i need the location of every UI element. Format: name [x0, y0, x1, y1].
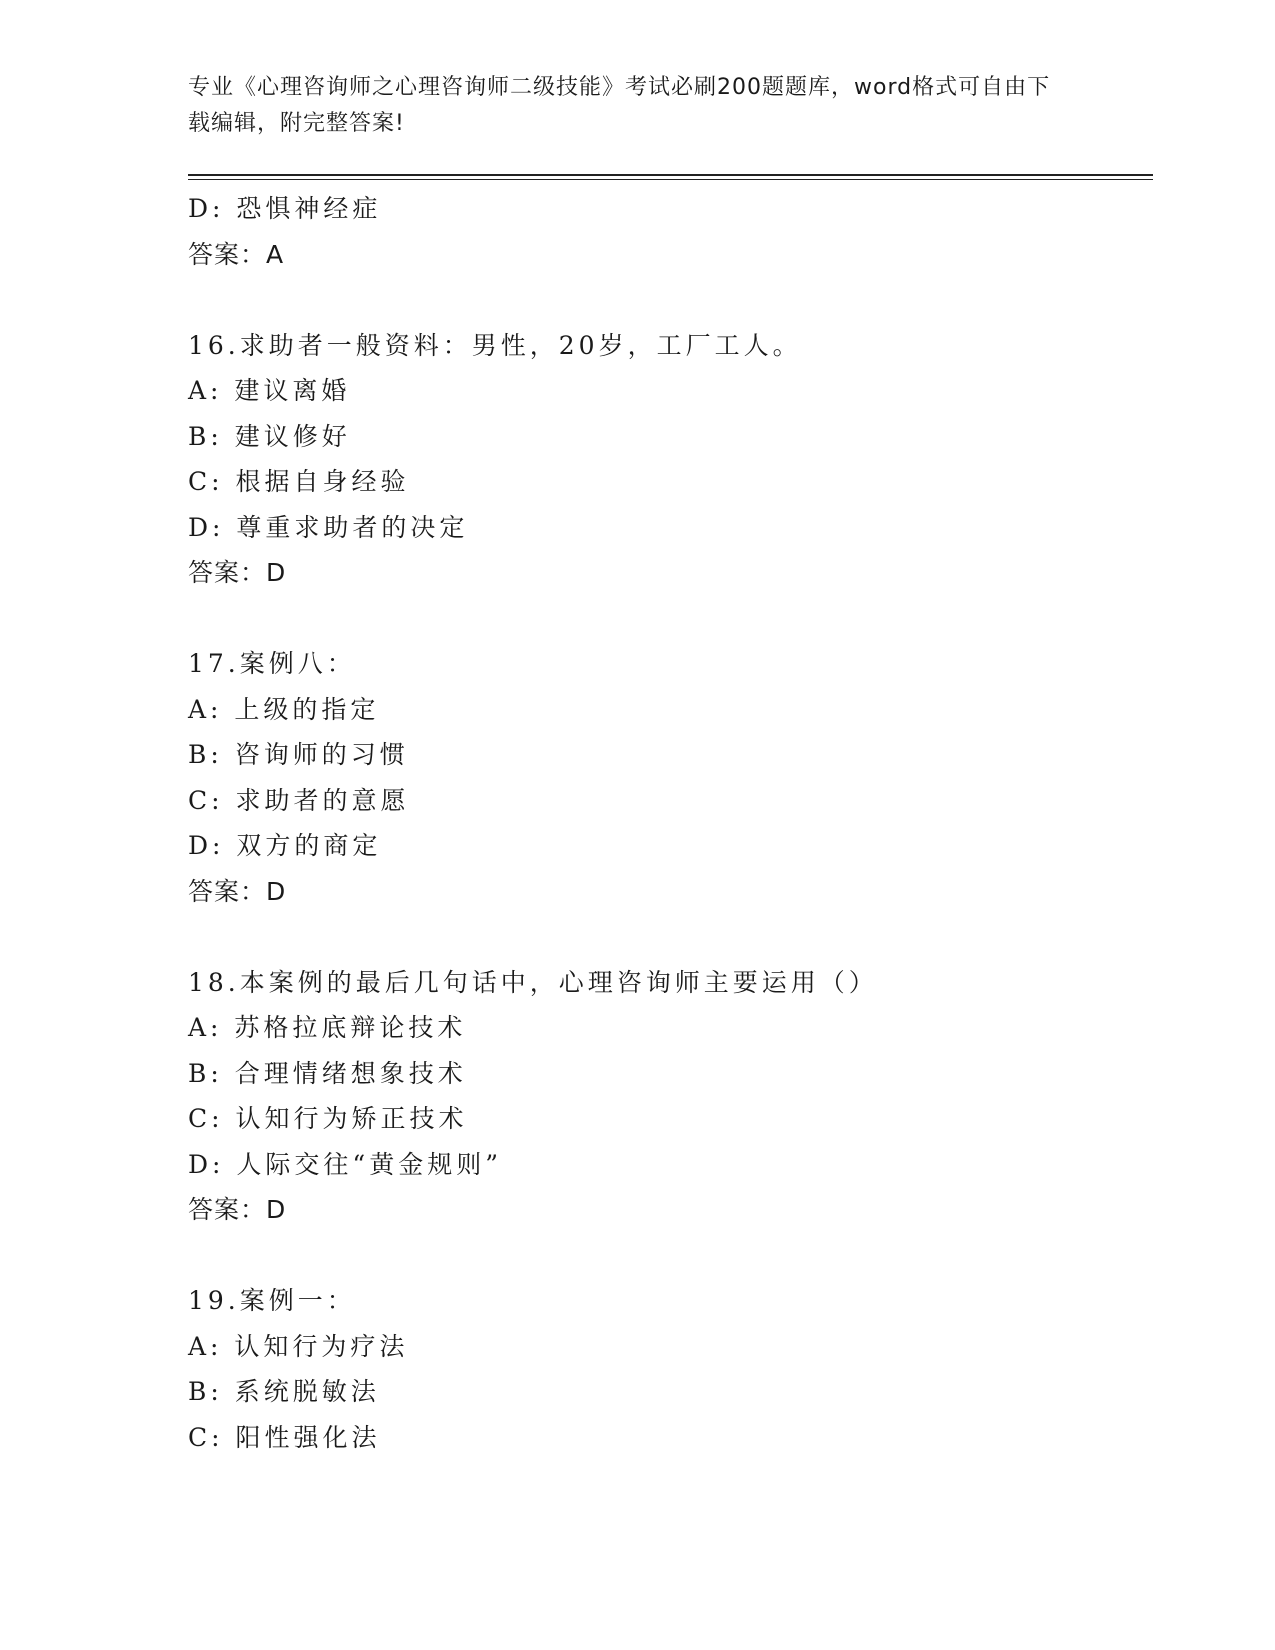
- option-a: A: 苏格拉底辩论技术: [188, 1013, 467, 1042]
- question-stem: 18.本案例的最后几句话中，心理咨询师主要运用（）: [188, 967, 878, 997]
- option-b: B: 系统脱敏法: [188, 1377, 380, 1406]
- option-d: D: 恐惧神经症: [188, 194, 382, 223]
- document-title: 专业《心理咨询师之心理咨询师二级技能》考试必刷200题题库，word格式可自由下载编辑，附完整答案!: [188, 75, 1051, 136]
- option-c: C: 求助者的意愿: [188, 785, 410, 815]
- option-c: C: 根据自身经验: [188, 467, 410, 496]
- option-b: B: 咨询师的习惯: [188, 740, 409, 769]
- option-b: B: 建议修好: [188, 421, 351, 451]
- option-d: D: 尊重求助者的决定: [188, 512, 469, 542]
- option-a: A: 认知行为疗法: [188, 1331, 409, 1361]
- option-d: D: 双方的商定: [188, 831, 382, 860]
- option-d: D: 人际交往“黄金规则”: [188, 1149, 502, 1179]
- option-b: B: 合理情绪想象技术: [188, 1058, 467, 1088]
- answer-line: 答案：D: [188, 1195, 287, 1224]
- header-divider: [188, 174, 1153, 180]
- answer-line: 答案：A: [188, 239, 285, 269]
- question-content: [188, 186, 1148, 1460]
- question-stem: 17.案例八：: [188, 649, 356, 678]
- document-page: [188, 70, 1148, 1460]
- option-a: A: 建议离婚: [188, 376, 351, 405]
- option-a: A: 上级的指定: [188, 694, 380, 724]
- question-stem: 16.求助者一般资料：男性，20岁，工厂工人。: [188, 330, 802, 360]
- question-stem: 19.案例一：: [188, 1286, 356, 1315]
- option-c: C: 阳性强化法: [188, 1422, 381, 1452]
- option-c: C: 认知行为矫正技术: [188, 1104, 468, 1133]
- answer-line: 答案：D: [188, 558, 287, 587]
- answer-line: 答案：D: [188, 876, 287, 906]
